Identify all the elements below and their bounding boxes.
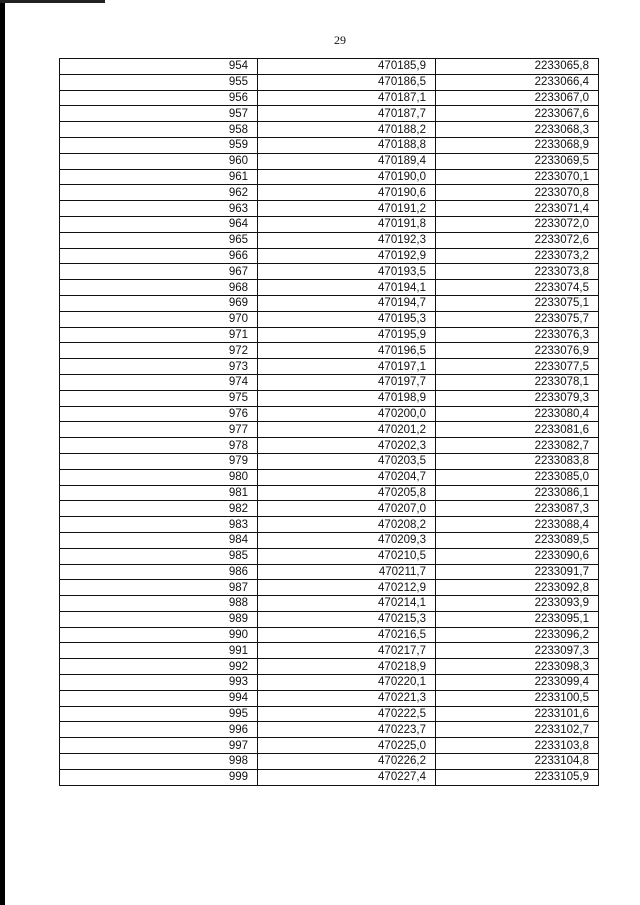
y-coordinate-cell: 2233073,2 xyxy=(436,248,599,264)
point-number-cell: 969 xyxy=(60,295,258,311)
point-number-cell: 978 xyxy=(60,438,258,454)
point-number-cell: 984 xyxy=(60,532,258,548)
point-number-cell: 998 xyxy=(60,754,258,770)
x-coordinate-cell: 470223,7 xyxy=(258,722,436,738)
y-coordinate-cell: 2233076,3 xyxy=(436,327,599,343)
y-coordinate-cell: 2233067,6 xyxy=(436,106,599,122)
y-coordinate-cell: 2233068,9 xyxy=(436,137,599,153)
table-row xyxy=(60,311,599,327)
x-coordinate-cell: 470197,1 xyxy=(258,359,436,375)
y-coordinate-cell: 2233086,1 xyxy=(436,485,599,501)
x-coordinate-cell: 470202,3 xyxy=(258,438,436,454)
point-number-cell: 988 xyxy=(60,596,258,612)
y-coordinate-cell: 2233087,3 xyxy=(436,501,599,517)
point-number-cell: 993 xyxy=(60,675,258,691)
point-number-cell: 981 xyxy=(60,485,258,501)
y-coordinate-cell: 2233104,8 xyxy=(436,754,599,770)
table-row xyxy=(60,106,599,122)
y-coordinate-cell: 2233077,5 xyxy=(436,359,599,375)
y-coordinate-cell: 2233067,0 xyxy=(436,90,599,106)
point-number-cell: 980 xyxy=(60,469,258,485)
x-coordinate-cell: 470227,4 xyxy=(258,769,436,785)
x-coordinate-cell: 470211,7 xyxy=(258,564,436,580)
x-coordinate-cell: 470215,3 xyxy=(258,611,436,627)
table-row xyxy=(60,517,599,533)
point-number-cell: 989 xyxy=(60,611,258,627)
point-number-cell: 957 xyxy=(60,106,258,122)
point-number-cell: 986 xyxy=(60,564,258,580)
point-number-cell: 975 xyxy=(60,390,258,406)
y-coordinate-cell: 2233098,3 xyxy=(436,659,599,675)
x-coordinate-cell: 470192,9 xyxy=(258,248,436,264)
table-row xyxy=(60,359,599,375)
table-row xyxy=(60,343,599,359)
x-coordinate-cell: 470191,8 xyxy=(258,216,436,232)
point-number-cell: 973 xyxy=(60,359,258,375)
table-row xyxy=(60,675,599,691)
table-row xyxy=(60,201,599,217)
y-coordinate-cell: 2233083,8 xyxy=(436,453,599,469)
table-row xyxy=(60,596,599,612)
y-coordinate-cell: 2233101,6 xyxy=(436,706,599,722)
point-number-cell: 983 xyxy=(60,517,258,533)
y-coordinate-cell: 2233100,5 xyxy=(436,690,599,706)
point-number-cell: 963 xyxy=(60,201,258,217)
point-number-cell: 995 xyxy=(60,706,258,722)
x-coordinate-cell: 470187,7 xyxy=(258,106,436,122)
table-row xyxy=(60,469,599,485)
table-row xyxy=(60,754,599,770)
y-coordinate-cell: 2233069,5 xyxy=(436,153,599,169)
x-coordinate-cell: 470190,6 xyxy=(258,185,436,201)
point-number-cell: 994 xyxy=(60,690,258,706)
x-coordinate-cell: 470195,3 xyxy=(258,311,436,327)
x-coordinate-cell: 470197,7 xyxy=(258,374,436,390)
point-number-cell: 971 xyxy=(60,327,258,343)
table-row xyxy=(60,406,599,422)
table-row xyxy=(60,580,599,596)
table-row xyxy=(60,659,599,675)
x-coordinate-cell: 470208,2 xyxy=(258,517,436,533)
y-coordinate-cell: 2233099,4 xyxy=(436,675,599,691)
x-coordinate-cell: 470204,7 xyxy=(258,469,436,485)
table-row xyxy=(60,564,599,580)
y-coordinate-cell: 2233068,3 xyxy=(436,122,599,138)
table-row xyxy=(60,643,599,659)
coordinates-table-body xyxy=(60,59,599,786)
y-coordinate-cell: 2233090,6 xyxy=(436,548,599,564)
point-number-cell: 970 xyxy=(60,311,258,327)
x-coordinate-cell: 470188,2 xyxy=(258,122,436,138)
table-row xyxy=(60,90,599,106)
y-coordinate-cell: 2233105,9 xyxy=(436,769,599,785)
y-coordinate-cell: 2233071,4 xyxy=(436,201,599,217)
point-number-cell: 965 xyxy=(60,232,258,248)
table-row xyxy=(60,390,599,406)
point-number-cell: 958 xyxy=(60,122,258,138)
y-coordinate-cell: 2233089,5 xyxy=(436,532,599,548)
x-coordinate-cell: 470188,8 xyxy=(258,137,436,153)
table-row xyxy=(60,169,599,185)
table-row xyxy=(60,501,599,517)
y-coordinate-cell: 2233095,1 xyxy=(436,611,599,627)
x-coordinate-cell: 470193,5 xyxy=(258,264,436,280)
y-coordinate-cell: 2233102,7 xyxy=(436,722,599,738)
x-coordinate-cell: 470226,2 xyxy=(258,754,436,770)
y-coordinate-cell: 2233092,8 xyxy=(436,580,599,596)
table-row xyxy=(60,264,599,280)
point-number-cell: 959 xyxy=(60,137,258,153)
x-coordinate-cell: 470200,0 xyxy=(258,406,436,422)
x-coordinate-cell: 470185,9 xyxy=(258,59,436,75)
y-coordinate-cell: 2233081,6 xyxy=(436,422,599,438)
y-coordinate-cell: 2233097,3 xyxy=(436,643,599,659)
point-number-cell: 960 xyxy=(60,153,258,169)
coordinates-table xyxy=(59,58,599,786)
y-coordinate-cell: 2233080,4 xyxy=(436,406,599,422)
y-coordinate-cell: 2233073,8 xyxy=(436,264,599,280)
x-coordinate-cell: 470205,8 xyxy=(258,485,436,501)
x-coordinate-cell: 470218,9 xyxy=(258,659,436,675)
point-number-cell: 961 xyxy=(60,169,258,185)
point-number-cell: 997 xyxy=(60,738,258,754)
y-coordinate-cell: 2233070,8 xyxy=(436,185,599,201)
table-row xyxy=(60,232,599,248)
table-row xyxy=(60,611,599,627)
table-row xyxy=(60,327,599,343)
x-coordinate-cell: 470201,2 xyxy=(258,422,436,438)
point-number-cell: 991 xyxy=(60,643,258,659)
page-number: 29 xyxy=(334,33,346,47)
y-coordinate-cell: 2233066,4 xyxy=(436,74,599,90)
table-row xyxy=(60,59,599,75)
y-coordinate-cell: 2233088,4 xyxy=(436,517,599,533)
table-row xyxy=(60,722,599,738)
x-coordinate-cell: 470189,4 xyxy=(258,153,436,169)
x-coordinate-cell: 470190,0 xyxy=(258,169,436,185)
x-coordinate-cell: 470203,5 xyxy=(258,453,436,469)
x-coordinate-cell: 470214,1 xyxy=(258,596,436,612)
point-number-cell: 968 xyxy=(60,280,258,296)
x-coordinate-cell: 470222,5 xyxy=(258,706,436,722)
y-coordinate-cell: 2233093,9 xyxy=(436,596,599,612)
table-row xyxy=(60,153,599,169)
point-number-cell: 967 xyxy=(60,264,258,280)
table-row xyxy=(60,769,599,785)
y-coordinate-cell: 2233070,1 xyxy=(436,169,599,185)
table-row xyxy=(60,248,599,264)
x-coordinate-cell: 470192,3 xyxy=(258,232,436,248)
table-row xyxy=(60,280,599,296)
y-coordinate-cell: 2233074,5 xyxy=(436,280,599,296)
point-number-cell: 964 xyxy=(60,216,258,232)
point-number-cell: 954 xyxy=(60,59,258,75)
point-number-cell: 955 xyxy=(60,74,258,90)
x-coordinate-cell: 470221,3 xyxy=(258,690,436,706)
point-number-cell: 974 xyxy=(60,374,258,390)
scan-mark xyxy=(0,0,105,3)
y-coordinate-cell: 2233078,1 xyxy=(436,374,599,390)
table-row xyxy=(60,453,599,469)
table-row xyxy=(60,122,599,138)
table-row xyxy=(60,706,599,722)
y-coordinate-cell: 2233082,7 xyxy=(436,438,599,454)
y-coordinate-cell: 2233085,0 xyxy=(436,469,599,485)
table-row xyxy=(60,137,599,153)
x-coordinate-cell: 470194,7 xyxy=(258,295,436,311)
x-coordinate-cell: 470186,5 xyxy=(258,74,436,90)
x-coordinate-cell: 470191,2 xyxy=(258,201,436,217)
point-number-cell: 962 xyxy=(60,185,258,201)
x-coordinate-cell: 470216,5 xyxy=(258,627,436,643)
y-coordinate-cell: 2233072,6 xyxy=(436,232,599,248)
point-number-cell: 956 xyxy=(60,90,258,106)
table-row xyxy=(60,295,599,311)
x-coordinate-cell: 470212,9 xyxy=(258,580,436,596)
y-coordinate-cell: 2233075,1 xyxy=(436,295,599,311)
x-coordinate-cell: 470198,9 xyxy=(258,390,436,406)
table-row xyxy=(60,548,599,564)
y-coordinate-cell: 2233091,7 xyxy=(436,564,599,580)
x-coordinate-cell: 470187,1 xyxy=(258,90,436,106)
table-row xyxy=(60,738,599,754)
point-number-cell: 966 xyxy=(60,248,258,264)
table-row xyxy=(60,374,599,390)
point-number-cell: 985 xyxy=(60,548,258,564)
y-coordinate-cell: 2233103,8 xyxy=(436,738,599,754)
table-row xyxy=(60,216,599,232)
y-coordinate-cell: 2233096,2 xyxy=(436,627,599,643)
y-coordinate-cell: 2233076,9 xyxy=(436,343,599,359)
point-number-cell: 976 xyxy=(60,406,258,422)
table-row xyxy=(60,438,599,454)
y-coordinate-cell: 2233072,0 xyxy=(436,216,599,232)
table-row xyxy=(60,690,599,706)
x-coordinate-cell: 470196,5 xyxy=(258,343,436,359)
point-number-cell: 990 xyxy=(60,627,258,643)
point-number-cell: 972 xyxy=(60,343,258,359)
table-row xyxy=(60,532,599,548)
table-row xyxy=(60,422,599,438)
x-coordinate-cell: 470225,0 xyxy=(258,738,436,754)
point-number-cell: 982 xyxy=(60,501,258,517)
table-row xyxy=(60,627,599,643)
scan-border xyxy=(0,0,5,905)
x-coordinate-cell: 470209,3 xyxy=(258,532,436,548)
point-number-cell: 996 xyxy=(60,722,258,738)
point-number-cell: 977 xyxy=(60,422,258,438)
y-coordinate-cell: 2233075,7 xyxy=(436,311,599,327)
table-row xyxy=(60,74,599,90)
y-coordinate-cell: 2233065,8 xyxy=(436,59,599,75)
x-coordinate-cell: 470194,1 xyxy=(258,280,436,296)
x-coordinate-cell: 470210,5 xyxy=(258,548,436,564)
x-coordinate-cell: 470207,0 xyxy=(258,501,436,517)
x-coordinate-cell: 470217,7 xyxy=(258,643,436,659)
x-coordinate-cell: 470220,1 xyxy=(258,675,436,691)
x-coordinate-cell: 470195,9 xyxy=(258,327,436,343)
point-number-cell: 987 xyxy=(60,580,258,596)
table-row xyxy=(60,185,599,201)
table-row xyxy=(60,485,599,501)
point-number-cell: 999 xyxy=(60,769,258,785)
point-number-cell: 979 xyxy=(60,453,258,469)
y-coordinate-cell: 2233079,3 xyxy=(436,390,599,406)
point-number-cell: 992 xyxy=(60,659,258,675)
